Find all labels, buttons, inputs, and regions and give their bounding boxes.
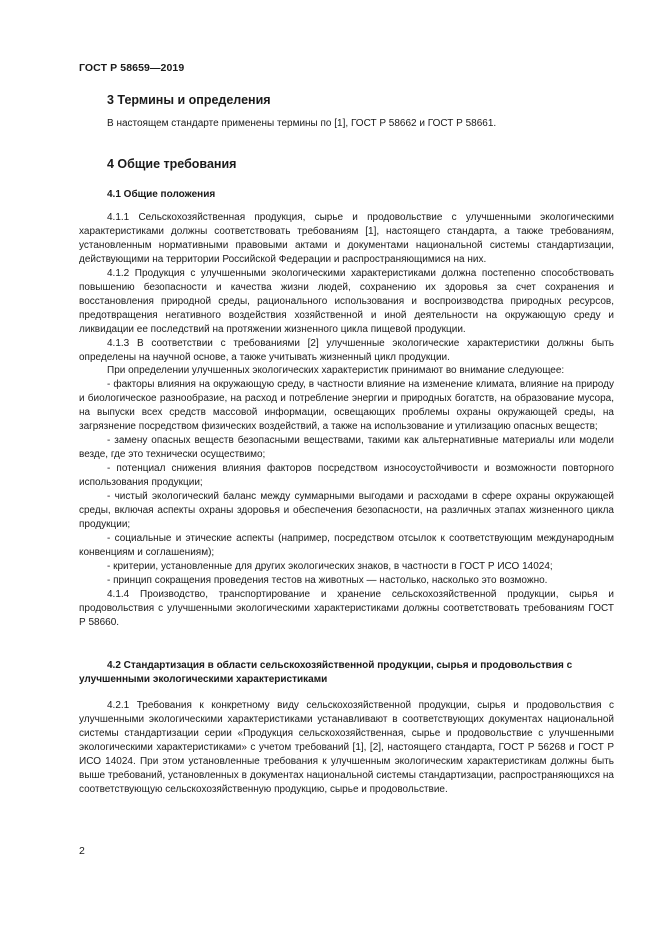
list-item: - критерии, установленные для других экологических знаков, в частности в ГОСТ Р ИСО 14024;: [107, 560, 553, 572]
list-item: - замену опасных веществ безопасными веществами, такими как альтернативные материалы или модели везде, где это технически осуществимо;: [79, 435, 614, 461]
paragraph-4-1-1: 4.1.1 Сельскохозяйственная продукция, сырье и продовольствие с улучшенными экологическими характеристиками должны соответствовать требованиям [1], настоящего стандарта, а также требованиям, установленным нормативными правовыми актами и документами национальной системы стандартизации, действующими на территории Российской Федерации и распространяющимися на них.: [79, 212, 614, 265]
subsection-4-1-title: 4.1 Общие положения: [107, 189, 216, 200]
section-4-2-body: [79, 699, 614, 797]
section-3-title: 3 Термины и определения: [107, 93, 271, 107]
paragraph-intro: При определении улучшенных экологических характеристик принимают во внимание следующее:: [107, 365, 565, 377]
list-item: - чистый экологический баланс между суммарными выгодами и расходами в сфере охраны окружающей среды, включая аспекты охраны здоровья и обеспечения безопасности, на различных этапах жизненного цикла продукции;: [79, 491, 614, 530]
paragraph: В настоящем стандарте применены термины по [1], ГОСТ Р 58662 и ГОСТ Р 58661.: [107, 118, 497, 129]
section-4-title: 4 Общие требования: [107, 157, 237, 171]
subsection-4-2-title: 4.2 Стандартизация в области сельскохозяйственной продукции, сырья и продовольствия с улучшенными экологическими характеристиками: [79, 660, 573, 685]
list-item: - социальные и этические аспекты (например, посредством отсылок к соответствующим международным конвенциям и соглашениям);: [79, 532, 614, 558]
paragraph-4-1-2: 4.1.2 Продукция с улучшенными экологическими характеристиками должна постепенно способствовать повышению безопасности и качества жизни людей, сохранению их здоровья за счет сохранения и восстановления природной среды, рационального использования и воспроизводства природных ресурсов, предотвращения негативного воздействия хозяйственной и иной деятельности на окружающую среду и ликвидации ее последствий на протяжении жизненного цикла пищевой продукции.: [79, 267, 614, 335]
list-item: - факторы влияния на окружающую среду, в частности влияние на изменение климата, влияние на природу и биологическое разнообразие, на расход и потребление энергии и природных богатств, на образование мусора, на выпуски всех средств массовой информации, освещающих проблемы охраны окружающей среды, на загрязнение посредством физических воздействий, а также на использование и утилизацию опасных веществ;: [79, 379, 614, 433]
list-item: - потенциал снижения влияния факторов посредством износоустойчивости и возможности повторного использования продукции;: [79, 463, 614, 489]
paragraph-4-2-1: 4.2.1 Требования к конкретному виду сельскохозяйственной продукции, сырья и продовольствия с улучшенными экологическими характеристиками устанавливают в соответствующих документах национальной системы стандартизации серии «Продукция сельскохозяйственная, сырье и продовольствие с улучшенными экологическими характеристиками» с учетом требований [1], [2], настоящего стандарта, ГОСТ Р 56268 и ГОСТ Р ИСО 14024. При этом установленные требования к улучшенным экологическим характеристикам должны быть выше требований, установленных в документах национальной системы стандартизации, распространяющихся на соответствующую сельскохозяйственную продукцию, сырье и продовольствие.: [79, 700, 614, 795]
page-number: 2: [79, 845, 85, 857]
document-header-id: ГОСТ Р 58659—2019: [79, 62, 185, 74]
section-3-text: [79, 117, 614, 131]
section-4-1-body: [79, 211, 614, 630]
paragraph-4-1-3: 4.1.3 В соответствии с требованиями [2] улучшенные экологические характеристики должны быть определены на научной основе, а также учитывать жизненный цикл продукции.: [79, 337, 614, 363]
paragraph-4-1-4: 4.1.4 Производство, транспортирование и хранение сельскохозяйственной продукции, сырья и продовольствия с улучшенными экологическими характеристиками должны соответствовать требованиям ГОСТ Р 58660.: [79, 588, 614, 628]
list-item: - принцип сокращения проведения тестов на животных — настолько, насколько это возможно.: [107, 574, 548, 586]
